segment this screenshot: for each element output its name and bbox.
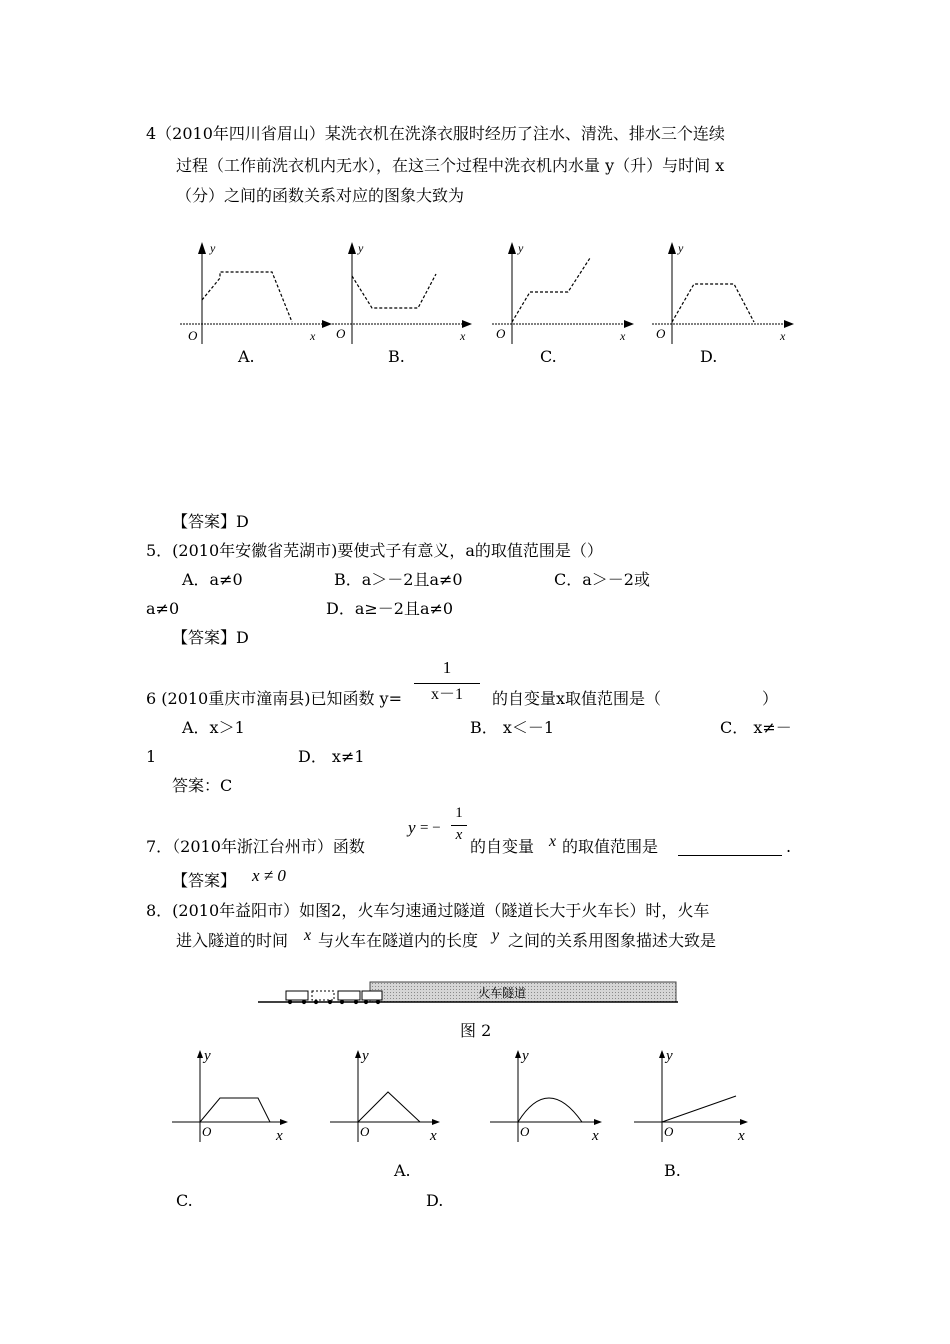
y-axis-arrow xyxy=(659,1050,665,1058)
q8-choice-c: C. xyxy=(176,1191,193,1210)
q7-answer-blank[interactable] xyxy=(678,855,782,856)
q8-stem-line1: 8．(2010年益阳市）如图2，火车匀速通过隧道（隧道长大于火车长）时，火车 xyxy=(146,901,710,920)
q8-graph-1 xyxy=(166,1046,296,1146)
q8-choice-b: B. xyxy=(664,1161,681,1180)
q7-var-x: x xyxy=(549,833,557,850)
curve xyxy=(200,1098,270,1122)
q6-fraction-denominator: x－1 xyxy=(414,683,480,706)
curve xyxy=(518,1098,582,1122)
q8-graph-3 xyxy=(484,1046,614,1146)
q8-var-y: y xyxy=(492,927,500,944)
origin-label: O xyxy=(360,1124,370,1139)
y-axis-arrow xyxy=(348,242,356,254)
q6-option-b: B． x＜－1 xyxy=(470,718,555,737)
y-axis-arrow xyxy=(508,242,516,254)
curve xyxy=(202,272,292,322)
x-axis-arrow xyxy=(280,1119,288,1125)
q5-option-d: D．a≥－2且a≠0 xyxy=(326,599,454,618)
origin-label: O xyxy=(202,1124,212,1139)
axis-y-label: y xyxy=(210,241,216,255)
y-axis-arrow xyxy=(355,1050,361,1058)
q4-graph-c xyxy=(484,236,644,366)
axis-y-label: y xyxy=(678,241,684,255)
q7-func-y: y xyxy=(408,818,416,837)
axis-x-label: x xyxy=(310,329,316,343)
q5-stem: 5．(2010年安徽省芜湖市)要使式子有意义，a的取值范围是（） xyxy=(146,541,603,560)
curve xyxy=(352,274,436,308)
q7-func-eq: = − xyxy=(420,820,441,836)
q4-choice-c: C. xyxy=(540,347,557,366)
q7-stem-end: 的取值范围是 xyxy=(562,837,659,856)
q5-option-c: C．a＞－2或 xyxy=(554,570,650,589)
q5-option-a: A．a≠0 xyxy=(182,570,243,589)
axis-y-label: y xyxy=(358,241,364,255)
q8-var-x: x xyxy=(304,927,312,944)
axis-y-label: y xyxy=(204,1048,211,1064)
y-axis-arrow xyxy=(197,1050,203,1058)
q4-choice-b: B. xyxy=(388,347,405,366)
axis-x-label: x xyxy=(620,329,626,343)
q6-option-d: D． x≠1 xyxy=(298,747,365,766)
q5-option-b: B．a＞－2且a≠0 xyxy=(334,570,463,589)
q6-fraction xyxy=(414,657,480,706)
origin-label: O xyxy=(188,328,198,343)
origin-label: O xyxy=(656,326,666,341)
curve xyxy=(672,284,754,322)
x-axis-arrow xyxy=(462,320,472,328)
q5-option-c-cont: a≠0 xyxy=(146,599,180,618)
q7-fraction xyxy=(451,804,467,844)
q6-stem-end: 的自变量x取值范围是（ xyxy=(492,689,662,708)
axis-x-label: x xyxy=(738,1128,745,1144)
axis-y-label: y xyxy=(518,241,524,255)
x-axis-arrow xyxy=(432,1119,440,1125)
q7-stem-mid: 的自变量 xyxy=(470,837,535,856)
origin-label: O xyxy=(664,1124,674,1139)
q8-stem-line2a: 进入隧道的时间 xyxy=(176,931,289,950)
q4-stem-line2: 过程（工作前洗衣机内无水），在这三个过程中洗衣机内水量 y（升）与时间 x xyxy=(176,156,725,175)
q4-answer: 【答案】D xyxy=(172,512,249,531)
q4-stem-line3: （分）之间的函数关系对应的图象大致为 xyxy=(176,186,465,205)
q6-fraction-numerator: 1 xyxy=(442,658,452,677)
y-axis-arrow xyxy=(668,242,676,254)
q8-graph-4 xyxy=(628,1046,758,1146)
q4-choice-a: A. xyxy=(238,347,255,366)
axis-x-label: x xyxy=(276,1128,283,1144)
x-axis-arrow xyxy=(624,320,634,328)
q8-figure-caption: 图 2 xyxy=(460,1021,492,1040)
q4-choice-d: D. xyxy=(700,347,718,366)
q6-option-a: A．x＞1 xyxy=(182,718,245,737)
q8-tunnel-figure xyxy=(258,980,684,1008)
origin-label: O xyxy=(336,326,346,341)
tunnel-label: 火车隧道 xyxy=(478,986,527,1000)
q4-stem-line1: 4（2010年四川省眉山）某洗衣机在洗涤衣服时经历了注水、清洗、排水三个连续 xyxy=(146,124,725,143)
q6-paren-close: ） xyxy=(762,689,779,708)
q7-period: . xyxy=(786,837,792,856)
curve xyxy=(358,1092,420,1122)
q6-stem-start: 6 (2010重庆市潼南县)已知函数 y= xyxy=(146,689,403,708)
axis-y-label: y xyxy=(522,1048,529,1064)
y-axis-arrow xyxy=(198,242,206,254)
q8-choice-a: A. xyxy=(394,1161,411,1180)
q8-choice-d: D. xyxy=(426,1191,444,1210)
axis-x-label: x xyxy=(780,329,786,343)
axis-y-label: y xyxy=(666,1048,673,1064)
q6-option-c: C． x≠－ xyxy=(720,718,792,737)
q5-answer: 【答案】D xyxy=(172,628,249,647)
q8-stem-line2b: 与火车在隧道内的长度 xyxy=(318,931,479,950)
axis-y-label: y xyxy=(362,1048,369,1064)
q7-answer-math: x ≠ 0 xyxy=(252,866,286,885)
q7-fraction-numerator: 1 xyxy=(455,805,463,821)
q8-graph-2 xyxy=(324,1046,454,1146)
x-axis-arrow xyxy=(740,1119,748,1125)
x-axis-arrow xyxy=(784,320,794,328)
q6-answer: 答案：C xyxy=(172,776,233,795)
q6-option-c-cont: 1 xyxy=(146,747,157,766)
x-axis-arrow xyxy=(594,1119,602,1125)
origin-label: O xyxy=(520,1124,530,1139)
axis-x-label: x xyxy=(460,329,466,343)
axis-x-label: x xyxy=(430,1128,437,1144)
curve xyxy=(512,258,590,322)
q7-fraction-denominator: x xyxy=(451,825,467,844)
origin-label: O xyxy=(496,326,506,341)
q7-stem-start: 7．（2010年浙江台州市）函数 xyxy=(146,837,365,856)
y-axis-arrow xyxy=(515,1050,521,1058)
curve xyxy=(662,1096,736,1122)
q8-stem-line2c: 之间的关系用图象描述大致是 xyxy=(508,931,717,950)
q7-answer-label: 【答案】 xyxy=(172,871,237,890)
axis-x-label: x xyxy=(592,1128,599,1144)
q4-graph-d xyxy=(644,236,804,366)
